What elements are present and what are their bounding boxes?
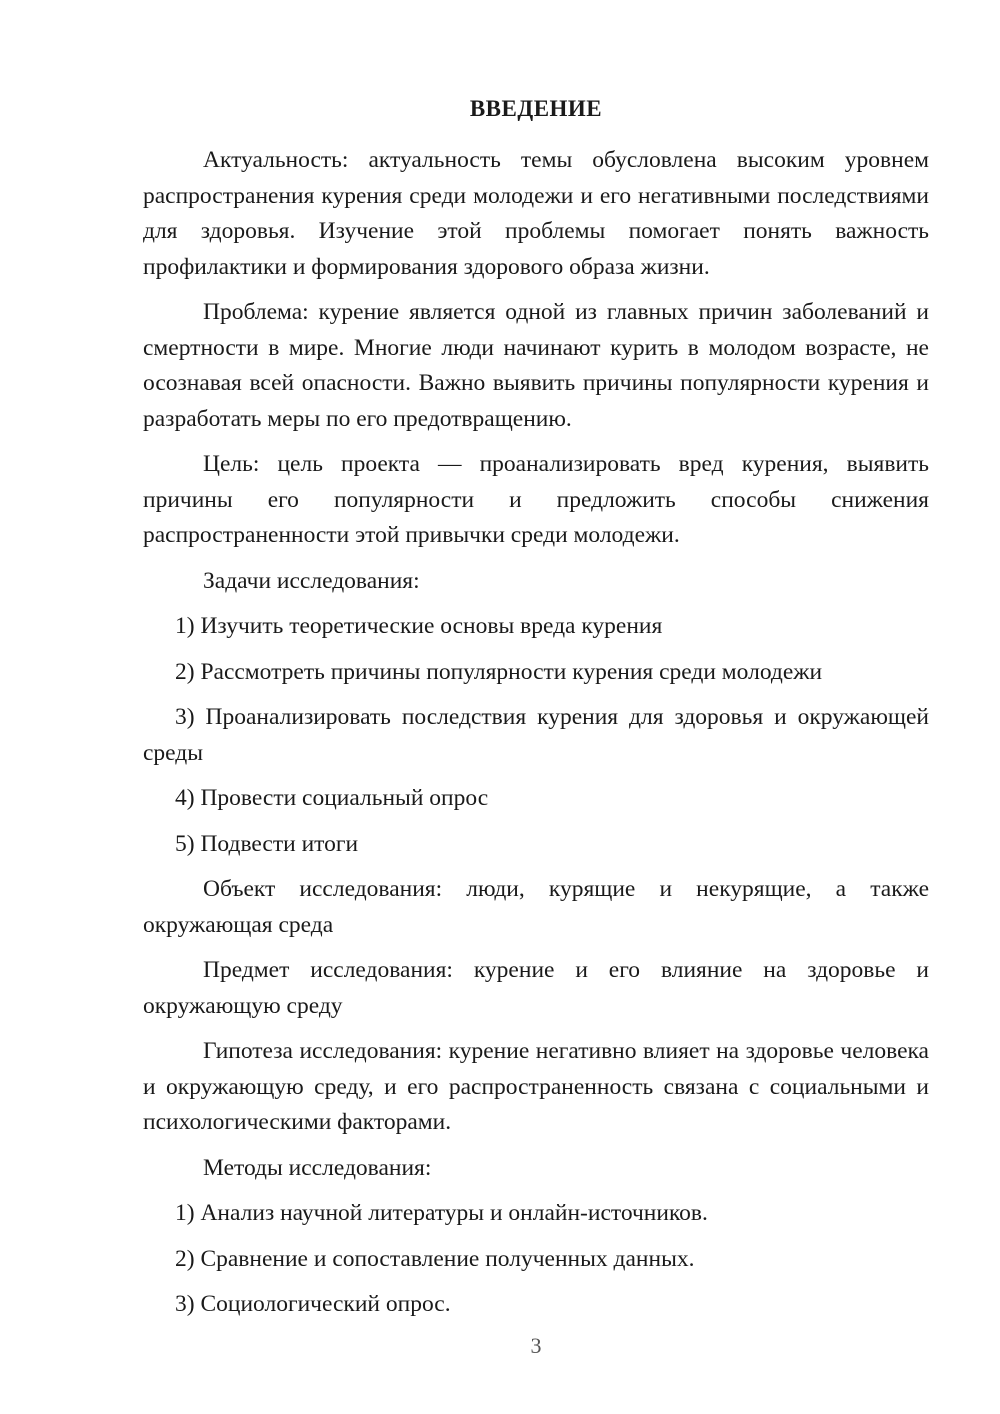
paragraph-subject: Предмет исследования: курение и его влияние на здоровье и окружающую среду: [143, 957, 929, 1019]
page-number: 3: [530, 1333, 542, 1358]
tasks-heading: Задачи исследования:: [203, 567, 420, 594]
method-item: 3) Социологический опрос.: [175, 1291, 451, 1317]
page-title: ВВЕДЕНИЕ: [469, 96, 603, 121]
task-item: 3) Проанализировать последствия курения для здоровья и окружающей среды: [143, 704, 929, 766]
paragraph-relevance: Актуальность: актуальность темы обусловлена высоким уровнем распространения курения среди молодежи и его негативными последствиями для здоровья. Изучение этой проблемы помогает понять важность профилактики и формирования здорового образа жизни.: [143, 147, 929, 280]
method-item: 1) Анализ научной литературы и онлайн-источников.: [175, 1200, 708, 1226]
methods-heading: Методы исследования:: [203, 1154, 432, 1181]
paragraph-problem: Проблема: курение является одной из главных причин заболеваний и смертности в мире. Многие люди начинают курить в молодом возрасте, не осознавая всей опасности. Важно выявить причины популярности курения и разработать меры по его предотвращению.: [143, 299, 929, 432]
task-item: 1) Изучить теоретические основы вреда курения: [175, 613, 663, 639]
paragraph-hypothesis: Гипотеза исследования: курение негативно влияет на здоровье человека и окружающую среду, и его распространенность связана с социальными и психологическими факторами.: [143, 1038, 929, 1135]
task-item: 5) Подвести итоги: [175, 830, 359, 857]
task-item: 4) Провести социальный опрос: [175, 785, 489, 811]
method-item: 2) Сравнение и сопоставление полученных данных.: [175, 1245, 695, 1272]
document-body: [143, 143, 929, 1333]
paragraph-object: Объект исследования: люди, курящие и некурящие, а также окружающая среда: [143, 876, 929, 938]
paragraph-goal: Цель: цель проекта — проанализировать вред курения, выявить причины его популярности и предложить способы снижения распространенности этой привычки среди молодежи.: [143, 451, 929, 548]
task-item: 2) Рассмотреть причины популярности курения среди молодежи: [175, 658, 823, 685]
